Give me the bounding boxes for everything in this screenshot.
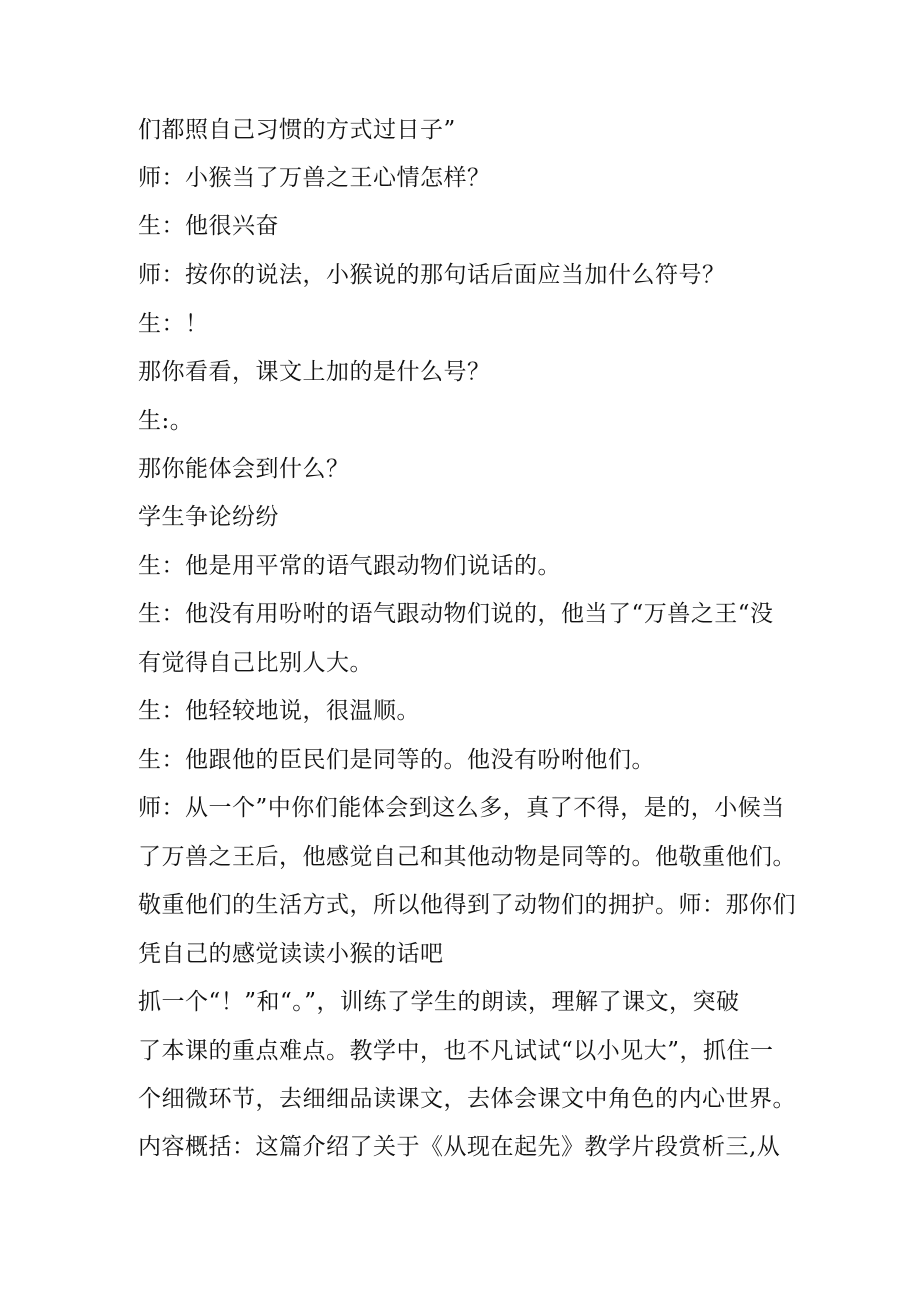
text-line: 了本课的重点难点。教学中，也不凡试试“以小见大”，抓住一 [138, 1038, 774, 1064]
text-line: 师：小猴当了万兽之王心情怎样？ [138, 165, 491, 191]
text-line: 内容概括：这篇介绍了关于《从现在起先》教学片段赏析三,从 [138, 1134, 781, 1160]
text-line: 生：他是用平常的语气跟动物们说话的。 [138, 553, 561, 579]
text-line: 生:。 [138, 408, 194, 434]
text-line: 抓一个“！”和“。”，训练了学生的朗读，理解了课文，突破 [138, 989, 740, 1015]
text-line: 凭自己的感觉读读小猴的话吧 [138, 941, 444, 967]
text-line: 个细微环节，去细细品读课文，去体会课文中角色的内心世界。 [138, 1086, 796, 1112]
text-line: 学生争论纷纷 [138, 504, 279, 530]
text-line: 了万兽之王后，他感觉自己和其他动物是同等的。他敬重他们。 [138, 844, 796, 870]
text-line: 生：！ [138, 311, 209, 337]
text-line: 们都照自己习惯的方式过日子” [138, 117, 456, 143]
text-line: 敬重他们的生活方式，所以他得到了动物们的拥护。师：那你们 [138, 892, 796, 918]
text-line: 那你看看，课文上加的是什么号？ [138, 359, 491, 385]
text-line: 生：他没有用吩咐的语气跟动物们说的，他当了“万兽之王“没 [138, 601, 774, 627]
text-line: 那你能体会到什么？ [138, 456, 350, 482]
text-line: 生：他轻较地说，很温顺。 [138, 698, 420, 724]
text-line: 师：按你的说法，小猴说的那句话后面应当加什么符号？ [138, 262, 726, 288]
text-line: 生：他跟他的臣民们是同等的。他没有吩咐他们。 [138, 747, 655, 773]
text-line: 有觉得自己比别人大。 [138, 650, 373, 676]
text-line: 生：他很兴奋 [138, 213, 279, 239]
text-line: 师：从一个”中你们能体会到这么多，真了不得，是的，小候当 [138, 795, 785, 821]
